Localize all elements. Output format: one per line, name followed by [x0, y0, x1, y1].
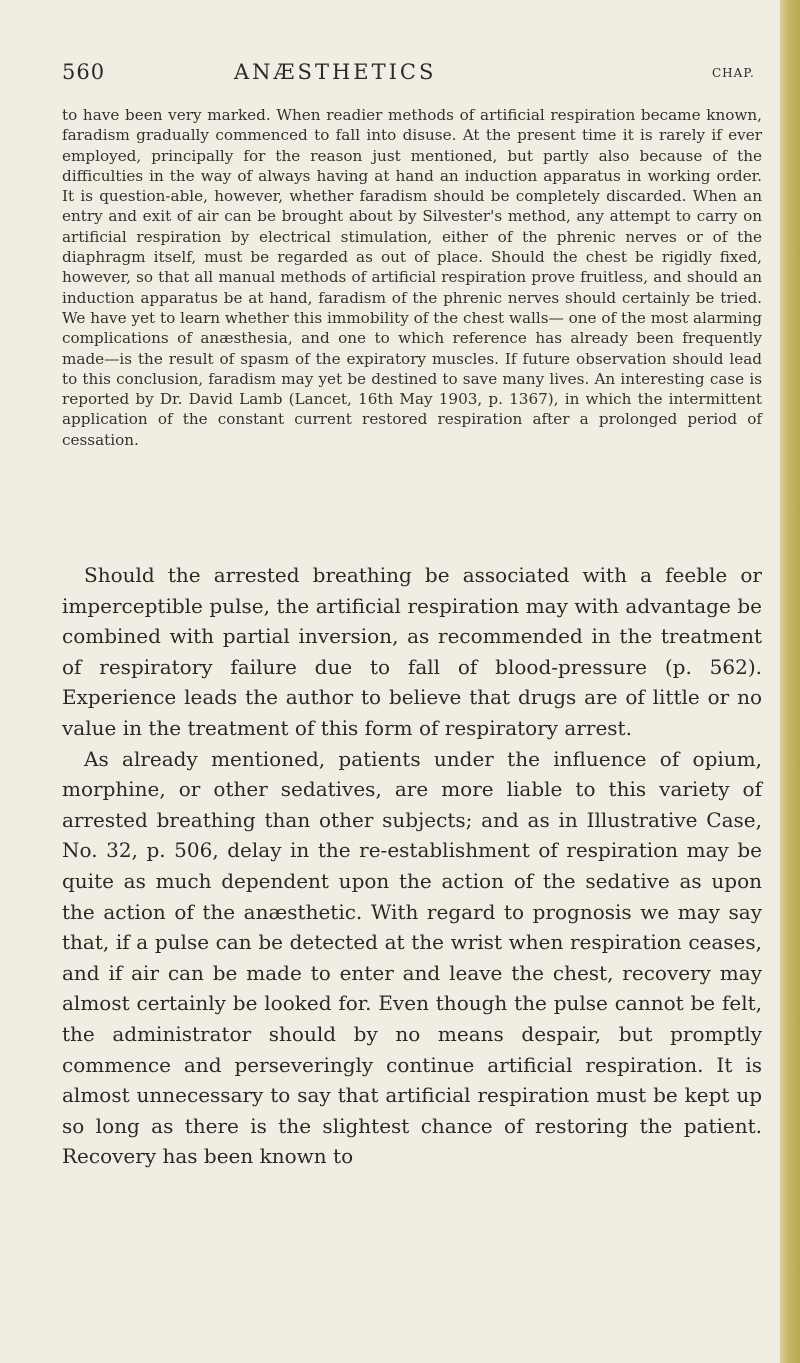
book-page-edge — [780, 0, 800, 1363]
paragraph-1: Should the arrested breathing be associated with a feeble or imperceptible pulse, the artificial respiration may with advantage be combined with partial inversion, as recommended in the treatment of respiratory failure due to fall of blood-pressure (p. 562). Experience leads the author to believe that drugs are of little or no value in the treatment of this form of respiratory arrest. — [62, 563, 762, 740]
small-print-section — [62, 105, 762, 450]
small-paragraph: to have been very marked. When readier methods of artificial respiration became known, faradism gradually commenced to fall into disuse. At the present time it is rarely if ever employed, principally for the reason just mentioned, but partly also because of the difficulties in the way of always having at hand an induction apparatus in working order. It is question-able, however, whether faradism should be completely discarded. When an entry and exit of air can be brought about by Silvester's method, any attempt to carry on artificial respiration by electrical stimulation, either of the phrenic nerves or of the diaphragm itself, must be regarded as out of place. Should the chest be rigidly fixed, however, so that all manual methods of artificial respiration prove fruitless, and should an induction apparatus be at hand, faradism of the phrenic nerves should certainly be tried. We have yet to learn whether this immobility of the chest walls— one of the most alarming complications of anæsthesia, and one to which reference has already been frequently made—is the result of spasm of the expiratory muscles. If future observation should lead to this conclusion, faradism may yet be destined to save many lives. An interesting case is reported by Dr. David Lamb (Lancet, 16th May 1903, p. 1367), in which the intermittent application of the constant current restored respiration after a prolonged period of cessation. — [62, 106, 762, 449]
paragraph-2: As already mentioned, patients under the influence of opium, morphine, or other sedatives, are more liable to this variety of arrested breathing than other subjects; and as in Illustrative Case, No. 32, p. 506, delay in the re-establishment of respiration may be quite as much dependent upon the action of the sedative as upon the action of the anæsthetic. With regard to prognosis we may say that, if a pulse can be detected at the wrist when respiration ceases, and if air can be made to enter and leave the chest, recovery may almost certainly be looked for. Even though the pulse cannot be felt, the administrator should by no means despair, but promptly commence and perseveringly continue artificial respiration. It is almost unnecessary to say that artificial respiration must be kept up so long as there is the slightest chance of restoring the patient. Recovery has been known to — [62, 746, 762, 1169]
page-number: 560 — [62, 60, 106, 84]
running-title: ANÆSTHETICS — [234, 60, 437, 84]
page-header — [62, 60, 762, 94]
main-text-section — [62, 560, 762, 1172]
chapter-mark: CHAP. — [712, 66, 755, 80]
